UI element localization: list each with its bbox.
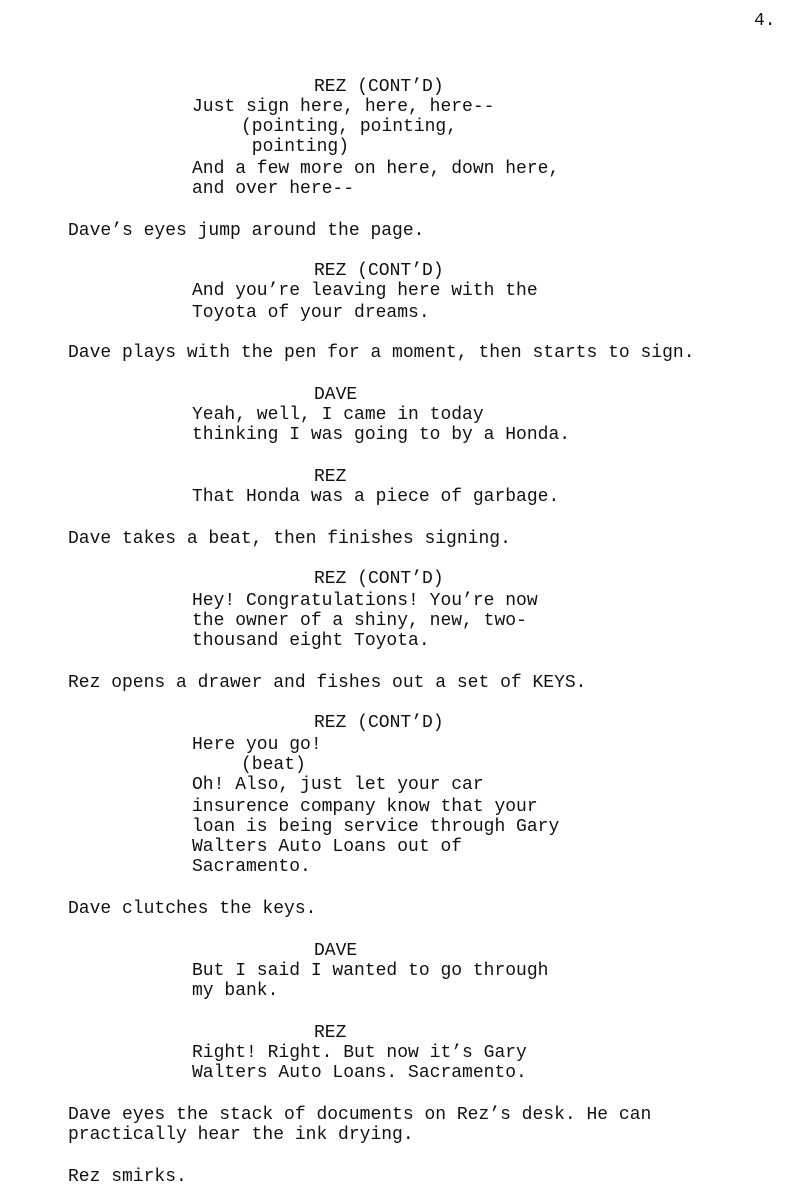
page-number: 4. bbox=[754, 11, 776, 31]
action-line: Dave’s eyes jump around the page. bbox=[68, 221, 425, 241]
character-cue: DAVE bbox=[314, 385, 358, 405]
action-line: Dave plays with the pen for a moment, then starts to sign. bbox=[68, 343, 695, 363]
dialogue-line: Oh! Also, just let your car bbox=[192, 775, 484, 795]
character-cue: REZ (CONT’D) bbox=[314, 569, 444, 589]
action-line: Dave takes a beat, then finishes signing. bbox=[68, 529, 511, 549]
dialogue-line: Walters Auto Loans. Sacramento. bbox=[192, 1063, 527, 1083]
parenthetical: (beat) bbox=[241, 755, 306, 775]
action-line: Dave eyes the stack of documents on Rez’s desk. He can bbox=[68, 1105, 652, 1125]
dialogue-line: Hey! Congratulations! You’re now bbox=[192, 591, 538, 611]
character-cue: REZ (CONT’D) bbox=[314, 713, 444, 733]
action-line: Rez opens a drawer and fishes out a set of KEYS. bbox=[68, 673, 587, 693]
dialogue-line: Toyota of your dreams. bbox=[192, 303, 430, 323]
dialogue-line: insurence company know that your bbox=[192, 797, 538, 817]
action-line: practically hear the ink drying. bbox=[68, 1125, 414, 1145]
character-cue: REZ bbox=[314, 1023, 347, 1043]
action-line: Rez smirks. bbox=[68, 1167, 187, 1187]
dialogue-line: Just sign here, here, here-- bbox=[192, 97, 495, 117]
character-cue: DAVE bbox=[314, 941, 358, 961]
dialogue-line: thousand eight Toyota. bbox=[192, 631, 430, 651]
dialogue-line: Right! Right. But now it’s Gary bbox=[192, 1043, 527, 1063]
dialogue-line: thinking I was going to by a Honda. bbox=[192, 425, 571, 445]
dialogue-line: And a few more on here, down here, bbox=[192, 159, 560, 179]
parenthetical: pointing) bbox=[241, 137, 350, 157]
character-cue: REZ bbox=[314, 467, 347, 487]
dialogue-line: Yeah, well, I came in today bbox=[192, 405, 484, 425]
dialogue-line: And you’re leaving here with the bbox=[192, 281, 538, 301]
dialogue-line: loan is being service through Gary bbox=[192, 817, 560, 837]
dialogue-line: and over here-- bbox=[192, 179, 355, 199]
dialogue-line: Here you go! bbox=[192, 735, 322, 755]
character-cue: REZ (CONT’D) bbox=[314, 77, 444, 97]
dialogue-line: Walters Auto Loans out of bbox=[192, 837, 463, 857]
dialogue-line: But I said I wanted to go through bbox=[192, 961, 549, 981]
action-line: Dave clutches the keys. bbox=[68, 899, 317, 919]
dialogue-line: That Honda was a piece of garbage. bbox=[192, 487, 560, 507]
character-cue: REZ (CONT’D) bbox=[314, 261, 444, 281]
dialogue-line: my bank. bbox=[192, 981, 279, 1001]
dialogue-line: the owner of a shiny, new, two- bbox=[192, 611, 527, 631]
dialogue-line: Sacramento. bbox=[192, 857, 311, 877]
parenthetical: (pointing, pointing, bbox=[241, 117, 458, 137]
